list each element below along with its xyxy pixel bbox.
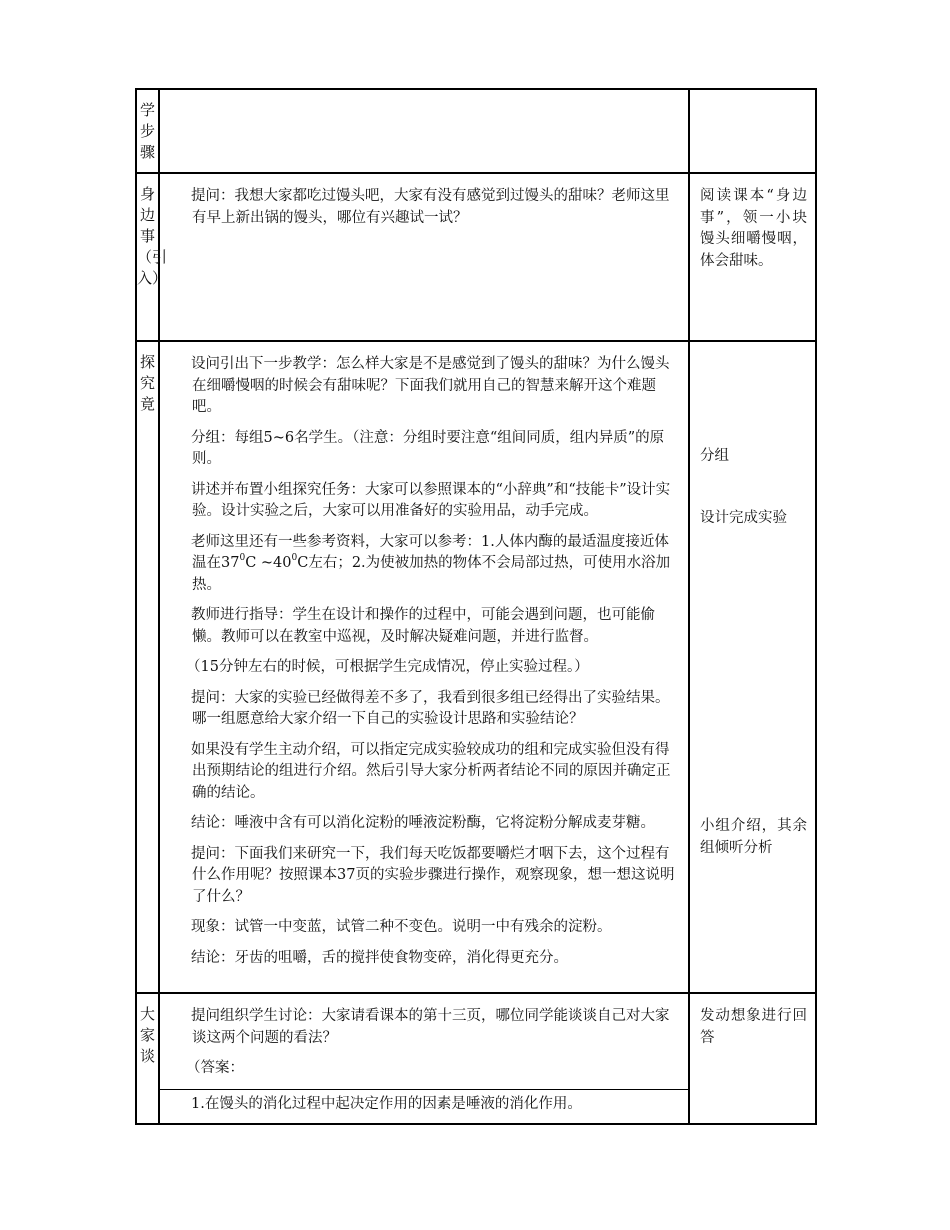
- paragraph: 提问：我想大家都吃过馒头吧，大家有没有感觉到过馒头的甜味？老师这里有早上新出锅的馒头，哪位有兴趣试一试？: [191, 188, 670, 226]
- content-cell: [159, 993, 689, 1124]
- student-activity: 分组: [700, 448, 729, 464]
- superscript: 0: [239, 553, 246, 564]
- paragraph: 1.在馒头的消化过程中起决定作用的因素是唾液的消化作用。: [160, 1089, 688, 1116]
- table-row: [136, 89, 816, 173]
- content-cell: [159, 341, 689, 993]
- paragraph: 如果没有学生主动介绍，可以指定完成实验较成功的组和完成实验但没有得出预期结论的组进行介绍。然后引导大家分析两者结论不同的原因并确定正确的结论。: [191, 741, 671, 801]
- paragraph: 提问：下面我们来研究一下，我们每天吃饭都要嚼烂才咽下去，这个过程有什么作用呢？按照课本37页的实验步骤进行操作，观察现象，想一想这说明了什么？: [191, 845, 675, 905]
- table-row: [136, 993, 816, 1124]
- paragraph: 现象：试管一中变蓝，试管二种不变色。说明一中有残余的淀粉。: [191, 919, 612, 935]
- step-label: 大家谈: [139, 1005, 155, 1065]
- paragraph: 讲述并布置小组探究任务：大家可以参照课本的“小辞典”和“技能卡”设计实验。设计实验之后，大家可以用准备好的实验用品，动手完成。: [191, 481, 671, 519]
- paragraph: 提问：大家的实验已经做得差不多了，我看到很多组已经得出了实验结果。哪一组愿意给大家介绍一下自己的实验设计思路和实验结论？: [191, 689, 670, 727]
- paragraph: （15分钟左右的时候，可根据学生完成情况，停止实验过程。）: [186, 659, 589, 675]
- student-activity: 小组介绍，其余组倾听分析: [700, 818, 807, 856]
- paragraph: 教师进行指导：学生在设计和操作的过程中，可能会遇到问题，也可能偷懒。教师可以在教室中巡视，及时解决疑难问题，并进行监督。: [191, 607, 655, 645]
- step-cell: [136, 341, 159, 993]
- activity-cell: [689, 341, 816, 993]
- student-activity: 阅读课本“身边事”，领一小块馒头细嚼慢咽，体会甜味。: [700, 188, 807, 269]
- text-segment: C左右；2.为使被加热的物体不会局部过热，可使用水浴加热。: [192, 555, 671, 593]
- table-row: [136, 173, 816, 341]
- student-activity: 设计完成实验: [700, 509, 787, 526]
- activity-cell: [689, 993, 816, 1124]
- table-row: [136, 341, 816, 993]
- activity-cell: [689, 173, 816, 341]
- paragraph-reference: [192, 532, 680, 597]
- step-cell: [136, 993, 159, 1124]
- text-segment: C ~40: [245, 555, 292, 571]
- paragraph: 结论：唾液中含有可以消化淀粉的唾液淀粉酶，它将淀粉分解成麦芽糖。: [191, 815, 655, 831]
- step-label: 学步骤: [139, 101, 155, 161]
- paragraph: 提问组织学生讨论：大家请看课本的第十三页，哪位同学能谈谈自己对大家谈这两个问题的看法？: [191, 1008, 670, 1046]
- step-label: 身边事（引入）: [137, 185, 168, 287]
- paragraph: 结论：牙齿的咀嚼，舌的搅拌使食物变碎，消化得更充分。: [191, 949, 568, 966]
- content-cell: [159, 89, 689, 173]
- paragraph: 设问引出下一步教学：怎么样大家是不是感觉到了馒头的甜味？为什么馒头在细嚼慢咽的时候会有甜味呢？下面我们就用自己的智慧来解开这个难题吧。: [191, 356, 670, 415]
- lesson-plan-table: [135, 88, 817, 1125]
- activity-cell: [689, 89, 816, 173]
- superscript: 0: [291, 553, 298, 564]
- paragraph: 分组：每组5~6名学生。（注意：分组时要注意“组间同质，组内异质”的原则。: [191, 429, 665, 467]
- paragraph: （答案：: [186, 1060, 244, 1076]
- student-activity: 发动想象进行回答: [700, 1008, 807, 1046]
- content-cell: [159, 173, 689, 341]
- step-label: 探究竟: [139, 353, 155, 413]
- step-cell: [136, 89, 159, 173]
- step-cell: [136, 173, 168, 341]
- text-segment: 老师这里还有一些参考资料，大家可以参考：1.人体内酶的最适温度接近体温在37: [191, 533, 669, 571]
